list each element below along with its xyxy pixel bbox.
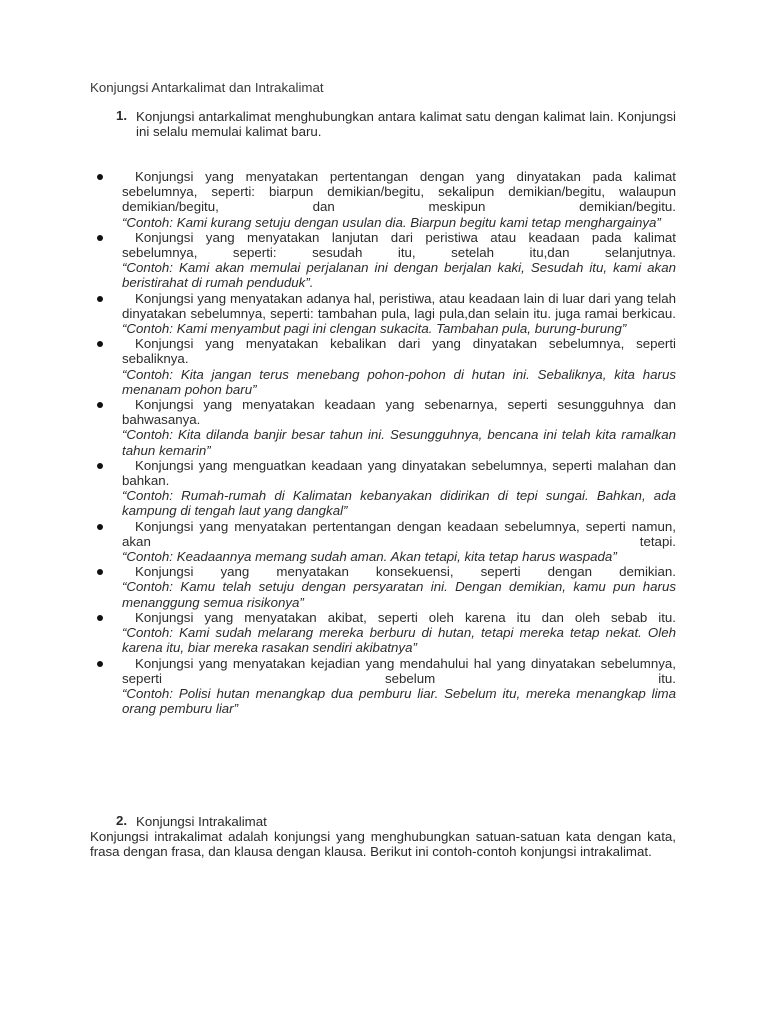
list-item-text: Konjungsi yang menyatakan pertentangan dengan keadaan sebelumnya, seperti namun, akan tetapi. (122, 518, 676, 549)
bullet-icon (97, 463, 103, 469)
list-item (0, 336, 768, 397)
bullet-icon (97, 524, 103, 530)
list-item-text: Konjungsi yang menyatakan konsekuensi, seperti dengan demikian. (135, 564, 676, 580)
list-item-text: Konjungsi yang menyatakan kejadian yang mendahului hal yang dinyatakan sebelumnya, seperti sebelum itu. (122, 655, 676, 686)
list-item-text: Konjungsi yang menguatkan keadaan yang dinyatakan sebelumnya, seperti malahan dan bahkan. (122, 457, 676, 489)
list-item-example: “Contoh: Kami akan memulai perjalanan ini dengan berjalan kaki, Sesudah itu, kami akan beristirahat di rumah penduduk”. (122, 260, 676, 291)
list-item-example: “Contoh: Kita dilanda banjir besar tahun ini. Sesungguhnya, bencana ini telah kita ramalkan tahun kemarin” (122, 427, 676, 458)
list-item-text: Konjungsi yang menyatakan lanjutan dari peristiwa atau keadaan pada kalimat sebelumnya, seperti: sesudah itu, setelah itu,dan selanjutnya. (122, 229, 676, 261)
list-item (0, 291, 768, 337)
list-item (0, 610, 768, 656)
bullet-icon (97, 341, 103, 347)
bullet-icon (97, 569, 103, 575)
bullet-icon (97, 296, 103, 302)
list-item-text: Konjungsi yang menyatakan akibat, seperti oleh karena itu dan oleh sebab itu. (135, 609, 676, 625)
list-item-example: “Contoh: Kami kurang setuju dengan usulan dia. Biarpun begitu kami tetap menghargainya” (122, 214, 661, 230)
list-item (0, 564, 768, 610)
list-item-example: “Contoh: Kita jangan terus menebang pohon-pohon di hutan ini. Sebaliknya, kita harus menanam pohon baru” (122, 366, 676, 397)
section-1-text: Konjungsi antarkalimat menghubungkan antara kalimat satu dengan kalimat lain. Konjungsi ini selalu memulai kalimat baru. (136, 109, 676, 140)
section-2-number: 2. (116, 813, 128, 828)
list-item (0, 397, 768, 458)
document-title: Konjungsi Antarkalimat dan Intrakalimat (90, 80, 324, 95)
list-item-example: “Contoh: Kamu telah setuju dengan persyaratan ini. Dengan demikian, kamu pun harus menanggung semua risikonya” (122, 579, 676, 610)
list-item (0, 519, 768, 565)
list-item-text: Konjungsi yang menyatakan keadaan yang sebenarnya, seperti sesungguhnya dan bahwasanya. (122, 397, 676, 428)
bullet-icon (97, 402, 103, 408)
list-item-example: “Contoh: Polisi hutan menangkap dua pemburu liar. Sebelum itu, mereka menangkap lima orang pemburu liar” (122, 685, 676, 717)
list-item-example: “Contoh: Kami sudah melarang mereka berburu di hutan, tetapi mereka tetap nekat. Oleh karena itu, biar mereka rasakan sendiri akibatnya” (122, 625, 676, 656)
list-item-example: “Contoh: Keadaannya memang sudah aman. Akan tetapi, kita tetap harus waspada” (122, 549, 617, 565)
list-item-example: “Contoh: Kami menyambut pagi ini clengan sukacita. Tambahan pula, burung-burung” (122, 321, 627, 337)
conjunction-list (0, 169, 768, 716)
bullet-icon (97, 235, 103, 241)
list-item (0, 230, 768, 291)
bullet-icon (97, 661, 103, 667)
list-item-text: Konjungsi yang menyatakan kebalikan dari yang dinyatakan sebelumnya, seperti sebaliknya. (122, 336, 676, 367)
bullet-icon (97, 615, 103, 621)
bullet-icon (97, 174, 103, 180)
list-item-text: Konjungsi yang menyatakan adanya hal, peristiwa, atau keadaan lain di luar dari yang telah dinyatakan sebelumnya, seperti: tambahan pula, lagi pula,dan selain itu. juga ramai berkicau. (122, 290, 676, 321)
list-item (0, 169, 768, 230)
list-item (0, 458, 768, 519)
section-2-heading: Konjungsi Intrakalimat (136, 814, 267, 829)
section-2-text: Konjungsi intrakalimat adalah konjungsi yang menghubungkan satuan-satuan kata dengan kata, frasa dengan frasa, dan klausa dengan klausa. Berikut ini contoh-contoh konjungsi intrakalimat. (90, 829, 676, 860)
list-item-example: “Contoh: Rumah-rumah di Kalimatan kebanyakan didirikan di tepi sungai. Bahkan, ada kampung di tengah laut yang dangkal” (122, 488, 676, 519)
list-item (0, 656, 768, 717)
list-item-text: Konjungsi yang menyatakan pertentangan dengan yang dinyatakan pada kalimat sebelumnya, seperti: biarpun demikian/begitu, sekalipun demikian/begitu, walaupun demikian/begitu, dan meskipun demikian/begitu. (122, 169, 676, 215)
section-1-number: 1. (116, 108, 128, 123)
